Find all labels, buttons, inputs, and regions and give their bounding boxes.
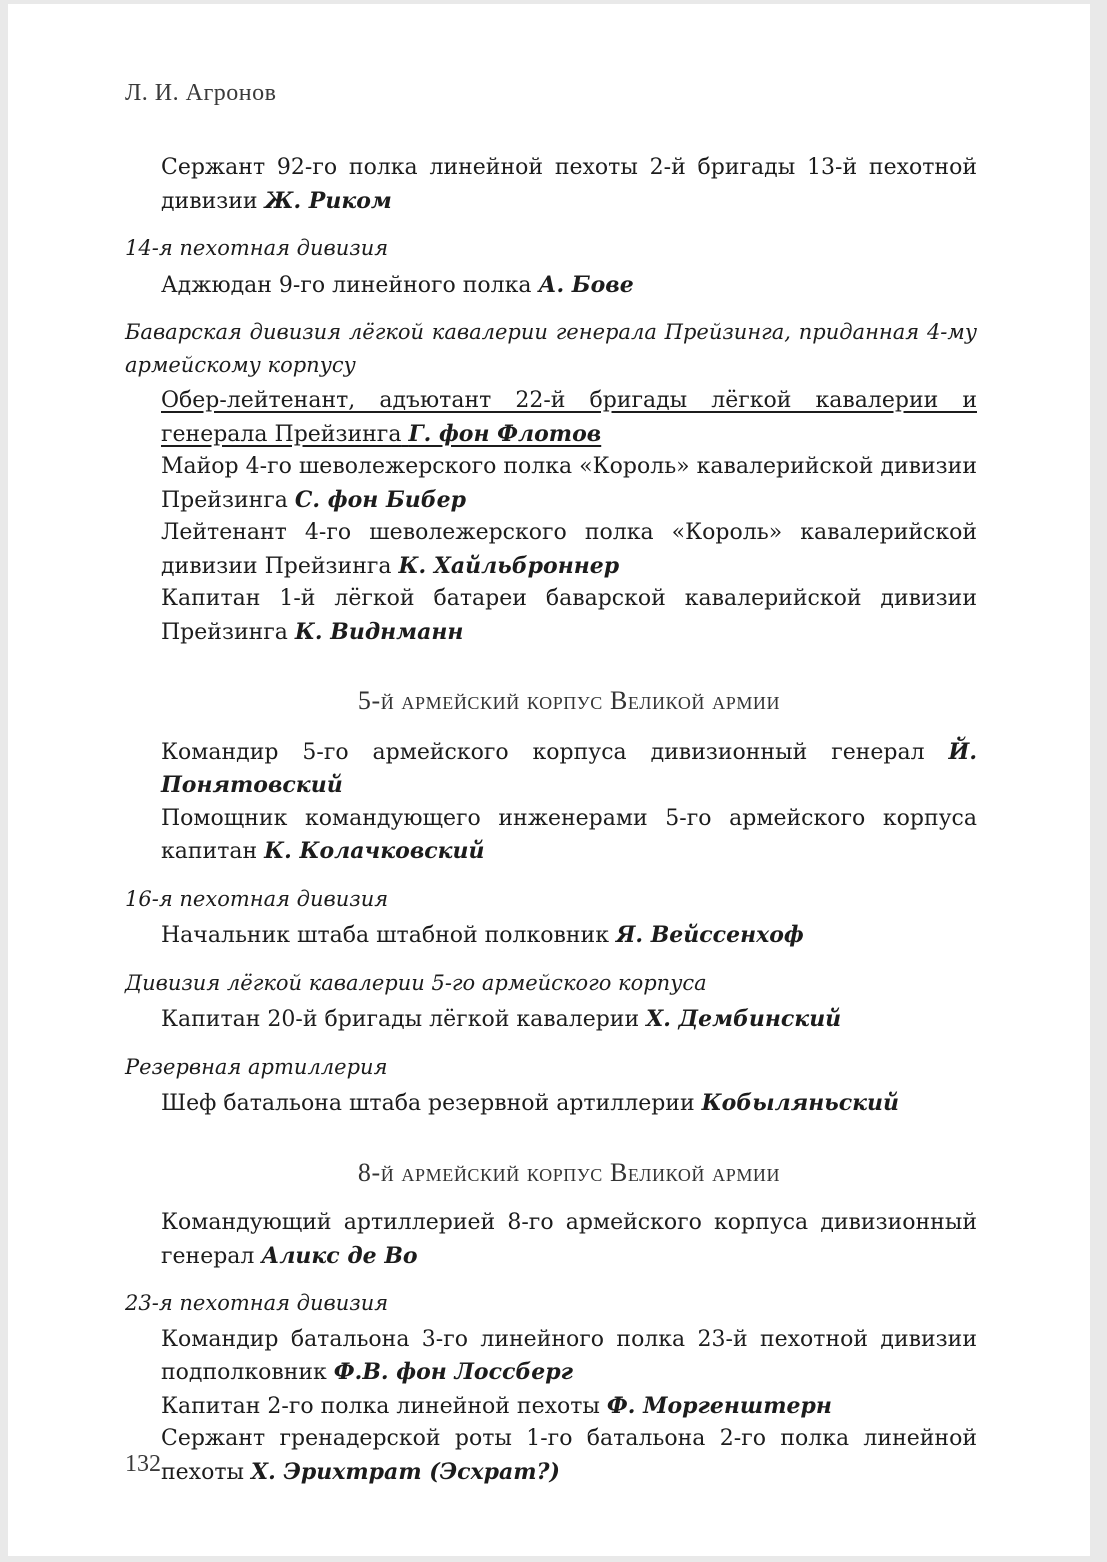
entry [161,1087,977,1121]
entry [161,451,977,517]
entry-text: Майор 4-го шеволежерского полка «Король» кавалерийской дивизии Прейзинга [161,454,977,513]
entry [161,919,977,953]
person-name: Ж. Риком [264,187,392,214]
person-name: Х. Эрихтрат (Эсхрат?) [251,1458,560,1485]
entry-text: Сержант гренадерской роты 1-го батальона 2-го полка линейной пехоты [161,1426,977,1485]
person-name: Ф. Моргенштерн [606,1392,832,1419]
entry-text: Лейтенант 4-го шеволежерского полка «Король» кавалерийской дивизии Прейзинга [161,520,977,579]
entry-text: Аджюдан 9-го линейного полка [161,272,532,298]
book-page [8,4,1090,1556]
entry [161,1423,977,1489]
entry-text: Капитан 1-й лёгкой батареи баварской кавалерийской дивизии Прейзинга [161,586,977,645]
person-name: Й. Понятовский [161,738,977,798]
person-name: Аликс де Во [261,1242,418,1269]
person-name: А. Бове [538,271,634,298]
person-name: Г. фон Флотов [408,420,602,447]
entry [161,736,977,803]
entry-text: Сержант 92-го полка линейной пехоты 2-й бригады 13-й пехотной дивизии [161,155,977,214]
entry-text: Командующий артиллерией 8-го армейского корпуса дивизионный генерал [161,1210,977,1269]
running-head: Л. И. Агронов [125,80,277,106]
entry [161,152,977,218]
entry [161,1324,977,1390]
section-heading: 8-й армейский корпус Великой армии [357,1157,781,1187]
entry [161,803,977,869]
person-name: К. Хайльброннер [398,552,620,579]
entry [161,269,977,303]
entry-text: Помощник командующего инженерами 5-го армейского корпуса капитан [161,805,977,864]
person-name: Х. Дембинский [646,1006,842,1032]
unit-heading: Баварская дивизия лёгкой кавалерии генерала Прейзинга, приданная 4-му армейскому корпусу [125,320,977,377]
section-heading: 5-й армейский корпус Великой армии [357,686,781,715]
person-name: К. Виднманн [294,618,464,645]
person-name: С. фон Бибер [294,486,467,513]
entry [161,1003,977,1037]
unit-heading: 16-я пехотная дивизия [125,886,389,911]
person-name: К. Колачковский [264,838,485,864]
entry [161,583,977,649]
unit-heading: 14-я пехотная дивизия [125,236,389,260]
entry [161,1207,977,1273]
unit-heading: Резервная артиллерия [125,1054,388,1079]
entry [161,385,977,451]
entry-text: Шеф батальона штаба резервной артиллерии [161,1091,695,1116]
entry [161,1390,977,1424]
person-name: Кобыляньский [701,1090,900,1116]
entry-text: Командир 5-го армейского корпуса дивизионный генерал [161,739,925,765]
entry [161,517,977,583]
unit-heading: Дивизия лёгкой кавалерии 5-го армейского корпуса [125,970,707,995]
entry-text: Капитан 2-го полка линейной пехоты [161,1393,600,1419]
page-number: 132 [125,1451,161,1477]
person-name: Ф.В. фон Лоссберг [333,1359,574,1385]
unit-heading: 23-я пехотная дивизия [125,1291,389,1315]
person-name: Я. Вейссенхоф [615,922,804,948]
entry-text: Командир батальона 3-го линейного полка 23-й пехотной дивизии подполковник [161,1326,977,1385]
entry-text: Начальник штаба штабной полковник [161,923,609,948]
page-text [125,152,977,1489]
entry-text: Капитан 20-й бригады лёгкой кавалерии [161,1007,640,1032]
entry-text: Обер-лейтенант, адъютант 22-й бригады лёгкой кавалерии и генерала Прейзинга [161,388,977,447]
